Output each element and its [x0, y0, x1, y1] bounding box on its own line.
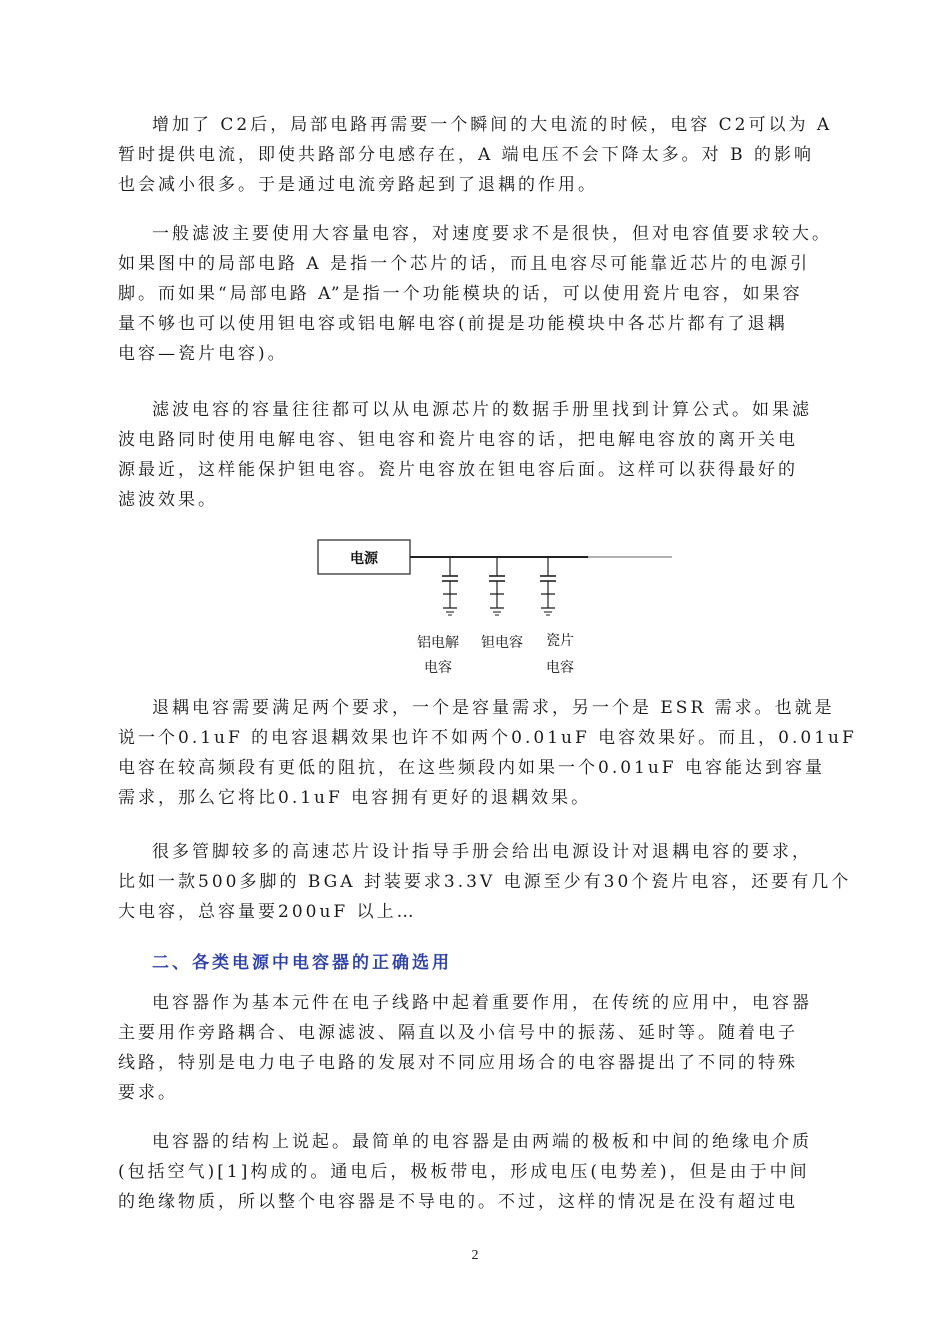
- text-line: 也会减小很多。于是通过电流旁路起到了退耦的作用。: [118, 175, 598, 195]
- paragraph-4: [118, 693, 857, 813]
- ceramic-capacitor-label-2: 电容: [546, 660, 574, 676]
- text-line: 暂时提供电流，即使共路部分电感存在，A 端电压不会下降太多。对 B 的影响: [118, 145, 814, 165]
- electrolytic-capacitor-label: 铝电解: [417, 635, 459, 651]
- ceramic-capacitor-label: 瓷片: [546, 633, 574, 649]
- text-line: 的绝缘物质，所以整个电容器是不导电的。不过，这样的情况是在没有超过电: [118, 1192, 798, 1212]
- text-line: 说一个0.1uF 的电容退耦效果也许不如两个0.01uF 电容效果好。而且，0.01uF: [118, 728, 857, 748]
- text-line: 增加了 C2后，局部电路再需要一个瞬间的大电流的时候，电容 C2可以为 A: [152, 115, 833, 135]
- paragraph-2: [118, 219, 830, 369]
- power-source-label: 电源: [350, 551, 378, 567]
- text-line: 要求。: [118, 1083, 178, 1103]
- text-line: 很多管脚较多的高速芯片设计指导手册会给出电源设计对退耦电容的要求，: [152, 842, 812, 862]
- text-line: 滤波电容的容量往往都可以从电源芯片的数据手册里找到计算公式。如果滤: [152, 400, 812, 420]
- text-line: 退耦电容需要满足两个要求，一个是容量需求，另一个是 ESR 需求。也就是: [152, 698, 835, 718]
- text-line: 电容—瓷片电容)。: [118, 344, 288, 364]
- text-line: 电容在较高频段有更低的阻抗，在这些频段内如果一个0.01uF 电容能达到容量: [118, 758, 825, 778]
- paragraph-6: [118, 988, 830, 1108]
- electrolytic-capacitor-symbol: [442, 557, 458, 615]
- text-line: 比如一款500多脚的 BGA 封装要求3.3V 电源至少有30个瓷片电容，还要有几个: [118, 872, 852, 892]
- text-line: 电容器的结构上说起。最简单的电容器是由两端的极板和中间的绝缘电介质: [152, 1132, 812, 1152]
- text-line: 源最近，这样能保护钽电容。瓷片电容放在钽电容后面。这样可以获得最好的: [118, 460, 798, 480]
- tantalum-capacitor-label: 钽电容: [481, 635, 523, 651]
- text-line: (包括空气)[1]构成的。通电后，极板带电，形成电压(电势差)，但是由于中间: [118, 1162, 810, 1182]
- text-line: 如果图中的局部电路 A 是指一个芯片的话，而且电容尽可能靠近芯片的电源引: [118, 254, 811, 274]
- ceramic-capacitor-symbol: [540, 557, 556, 615]
- paragraph-1: [118, 110, 833, 200]
- section-heading: 二、各类电源中电容器的正确选用: [152, 953, 452, 973]
- text-line: 滤波效果。: [118, 490, 218, 510]
- capacitor-filter-diagram: [310, 530, 680, 680]
- text-line: 大电容，总容量要200uF 以上…: [118, 902, 417, 922]
- paragraph-3: [118, 395, 830, 515]
- tantalum-capacitor-symbol: [489, 557, 505, 615]
- electrolytic-capacitor-label-2: 电容: [424, 660, 452, 676]
- text-line: 电容器作为基本元件在电子线路中起着重要作用，在传统的应用中，电容器: [152, 993, 812, 1013]
- text-line: 一般滤波主要使用大容量电容，对速度要求不是很快，但对电容值要求较大。: [152, 224, 832, 244]
- text-line: 需求，那么它将比0.1uF 电容拥有更好的退耦效果。: [118, 788, 592, 808]
- text-line: 线路，特别是电力电子电路的发展对不同应用场合的电容器提出了不同的特殊: [118, 1053, 798, 1073]
- text-line: 量不够也可以使用钽电容或铝电解电容(前提是功能模块中各芯片都有了退耦: [118, 314, 788, 334]
- text-line: 主要用作旁路耦合、电源滤波、隔直以及小信号中的振荡、延时等。随着电子: [118, 1023, 798, 1043]
- text-line: 脚。而如果“局部电路 A”是指一个功能模块的话，可以使用瓷片电容，如果容: [118, 284, 803, 304]
- page-number: 2: [471, 1248, 479, 1263]
- text-line: 波电路同时使用电解电容、钽电容和瓷片电容的话，把电解电容放的离开关电: [118, 430, 798, 450]
- paragraph-7: [118, 1127, 830, 1217]
- paragraph-5: [118, 837, 852, 927]
